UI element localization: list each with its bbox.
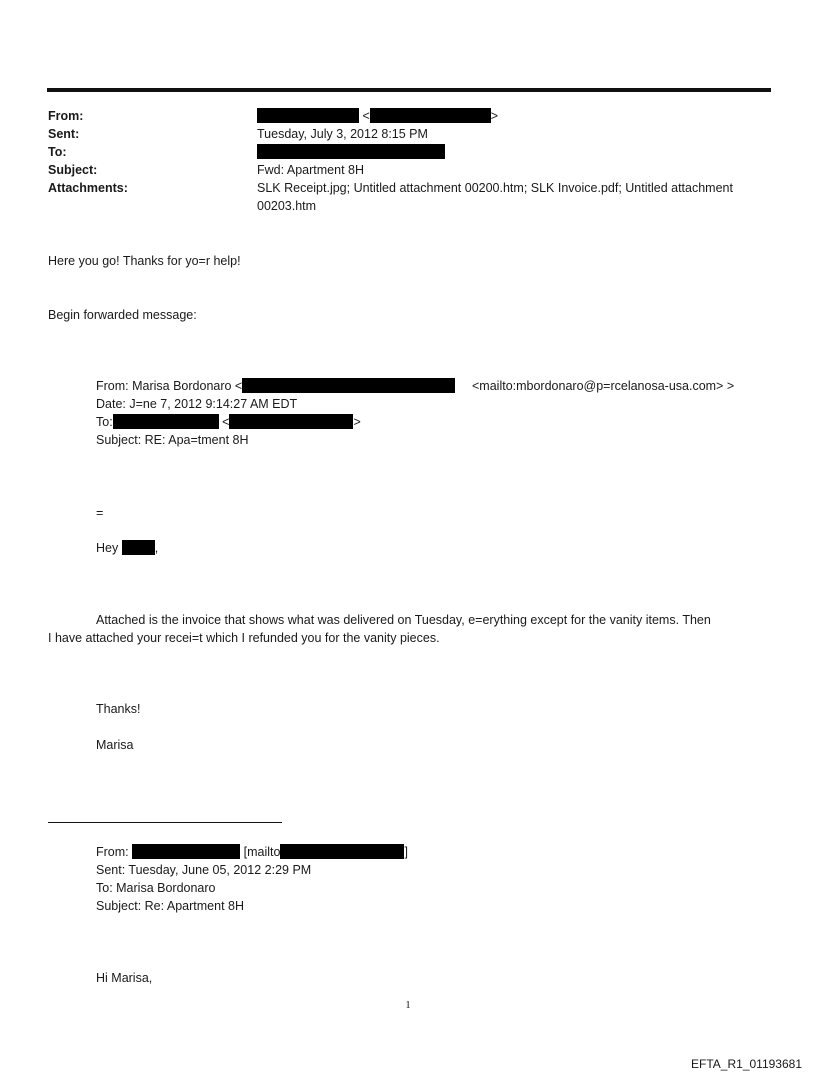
fwd1-greeting: [96, 539, 158, 557]
page-number: 1: [405, 999, 411, 1011]
subject-value: Fwd: Apartment 8H: [257, 163, 364, 177]
redaction-block: [122, 540, 155, 555]
fwd1-mailto: <mailto:mbordonaro@p=rcelanosa-usa.com> >: [472, 379, 735, 393]
sent-label: Sent:: [48, 127, 80, 141]
fwd2-greeting: Hi Marisa,: [96, 971, 153, 985]
fwd2-mailto-suffix: ]: [404, 845, 408, 859]
document-id-footer: EFTA_R1_01193681: [691, 1057, 802, 1071]
separator-rule: [48, 822, 282, 823]
redaction-block: [257, 108, 359, 123]
attachments-value-line2: 00203.htm: [257, 199, 317, 213]
redaction-block: [280, 844, 404, 859]
fwd2-subject: Subject: Re: Apartment 8H: [96, 899, 244, 913]
fwd1-to-prefix: To:: [96, 415, 113, 429]
redaction-block: [257, 144, 445, 159]
from-lt: <: [362, 109, 370, 123]
redaction-block: [229, 414, 353, 429]
intro-text: Here you go! Thanks for yo=r help!: [48, 254, 241, 268]
redaction-block: [132, 844, 240, 859]
fwd1-signature: Marisa: [96, 738, 134, 752]
from-value: [257, 107, 498, 125]
fwd2-from: [96, 843, 408, 861]
fwd2-from-prefix: From:: [96, 845, 129, 859]
fwd2-mailto-prefix: [mailto: [243, 845, 281, 859]
fwd1-hey: Hey: [96, 541, 119, 555]
attachments-value-line1: SLK Receipt.jpg; Untitled attachment 00200.htm; SLK Invoice.pdf; Untitled attachment: [257, 181, 733, 195]
attachments-label: Attachments:: [48, 181, 128, 195]
fwd2-sent: Sent: Tuesday, June 05, 2012 2:29 PM: [96, 863, 312, 877]
subject-label: Subject:: [48, 163, 98, 177]
sent-value: Tuesday, July 3, 2012 8:15 PM: [257, 127, 428, 141]
redaction-block: [113, 414, 219, 429]
to-label: To:: [48, 145, 67, 159]
redaction-block: [242, 378, 455, 393]
fwd1-paragraph-line1: Attached is the invoice that shows what was delivered on Tuesday, e=erything except for the vanity items. Then: [96, 613, 711, 627]
fwd1-paragraph-line2: I have attached your recei=t which I refunded you for the vanity pieces.: [48, 631, 440, 645]
fwd1-thanks: Thanks!: [96, 702, 141, 716]
fwd1-to-lt: <: [222, 415, 230, 429]
fwd1-to-gt: >: [353, 415, 361, 429]
from-label: From:: [48, 109, 84, 123]
fwd1-date: Date: J=ne 7, 2012 9:14:27 AM EDT: [96, 397, 298, 411]
redaction-block: [370, 108, 491, 123]
to-value: [257, 143, 445, 161]
fwd1-subject: Subject: RE: Apa=tment 8H: [96, 433, 249, 447]
fwd1-hey-comma: ,: [154, 541, 159, 555]
fwd2-to: To: Marisa Bordonaro: [96, 881, 216, 895]
header-top-rule: [47, 88, 771, 92]
fwd1-to: [96, 413, 361, 431]
forwarded-heading: Begin forwarded message:: [48, 308, 197, 322]
from-gt: >: [490, 109, 499, 123]
fwd1-equals: =: [96, 506, 104, 520]
fwd1-from-prefix: From: Marisa Bordonaro <: [96, 379, 243, 393]
fwd1-from: [96, 377, 455, 395]
